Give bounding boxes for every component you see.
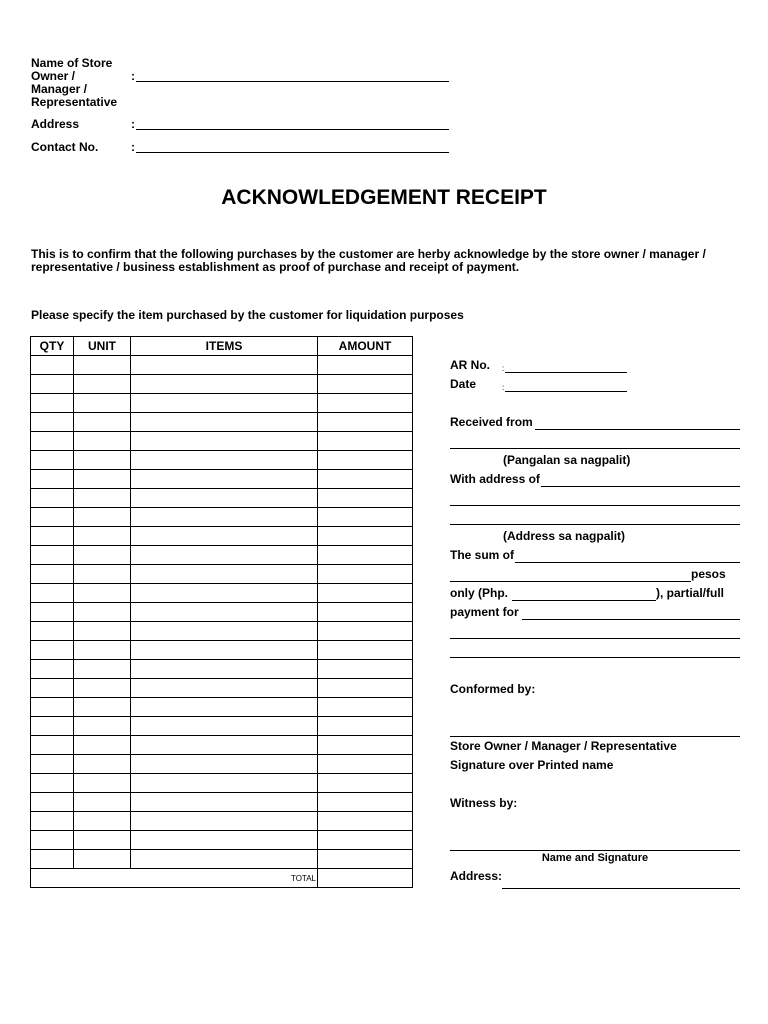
amount-cell[interactable] bbox=[318, 755, 413, 774]
unit-cell[interactable] bbox=[74, 413, 131, 432]
total-row bbox=[31, 869, 413, 888]
qty-cell[interactable] bbox=[31, 489, 74, 508]
page-title: ACKNOWLEDGEMENT RECEIPT bbox=[221, 186, 547, 209]
ar-no-label: AR No. bbox=[450, 358, 490, 372]
unit-cell[interactable] bbox=[74, 831, 131, 850]
unit-cell[interactable] bbox=[74, 375, 131, 394]
table-row bbox=[31, 641, 413, 660]
unit-cell[interactable] bbox=[74, 546, 131, 565]
table-row bbox=[31, 660, 413, 679]
received-from-field[interactable] bbox=[535, 417, 740, 430]
pangalan-note: (Pangalan sa nagpalit) bbox=[503, 453, 631, 467]
qty-cell[interactable] bbox=[31, 394, 74, 413]
table-header-row bbox=[31, 337, 413, 356]
contact-field[interactable] bbox=[136, 141, 449, 153]
table-row bbox=[31, 375, 413, 394]
contact-colon: : bbox=[131, 140, 135, 154]
total-amount-cell[interactable] bbox=[318, 869, 413, 888]
table-row bbox=[31, 812, 413, 831]
qty-cell[interactable] bbox=[31, 432, 74, 451]
table-row bbox=[31, 774, 413, 793]
date-field[interactable] bbox=[505, 379, 627, 392]
amount-cell[interactable] bbox=[318, 527, 413, 546]
items-cell[interactable] bbox=[131, 527, 318, 546]
table-row bbox=[31, 736, 413, 755]
table-row bbox=[31, 717, 413, 736]
qty-cell[interactable] bbox=[31, 660, 74, 679]
received-from-label: Received from bbox=[450, 415, 533, 429]
amount-cell[interactable] bbox=[318, 451, 413, 470]
qty-cell[interactable] bbox=[31, 584, 74, 603]
amount-cell[interactable] bbox=[318, 432, 413, 451]
amount-cell[interactable] bbox=[318, 489, 413, 508]
amount-cell[interactable] bbox=[318, 850, 413, 869]
items-cell[interactable] bbox=[131, 850, 318, 869]
table-row bbox=[31, 508, 413, 527]
items-cell[interactable] bbox=[131, 375, 318, 394]
items-cell[interactable] bbox=[131, 394, 318, 413]
ar-no-field[interactable] bbox=[505, 360, 627, 373]
unit-cell[interactable] bbox=[74, 660, 131, 679]
qty-cell[interactable] bbox=[31, 717, 74, 736]
amount-cell[interactable] bbox=[318, 660, 413, 679]
only-php-label: only (Php. bbox=[450, 586, 508, 600]
items-cell[interactable] bbox=[131, 546, 318, 565]
unit-cell[interactable] bbox=[74, 755, 131, 774]
qty-cell[interactable] bbox=[31, 850, 74, 869]
table-row bbox=[31, 698, 413, 717]
store-colon: : bbox=[131, 69, 135, 83]
items-cell[interactable] bbox=[131, 413, 318, 432]
unit-cell[interactable] bbox=[74, 717, 131, 736]
items-cell[interactable] bbox=[131, 793, 318, 812]
qty-cell[interactable] bbox=[31, 565, 74, 584]
items-cell[interactable] bbox=[131, 831, 318, 850]
qty-cell[interactable] bbox=[31, 603, 74, 622]
address-label: Address bbox=[31, 117, 80, 131]
unit-cell[interactable] bbox=[74, 584, 131, 603]
date-colon: : bbox=[502, 383, 505, 392]
amount-cell[interactable] bbox=[318, 413, 413, 432]
table-row bbox=[31, 584, 413, 603]
amount-cell[interactable] bbox=[318, 508, 413, 527]
qty-cell[interactable] bbox=[31, 508, 74, 527]
unit-cell[interactable] bbox=[74, 774, 131, 793]
amount-cell[interactable] bbox=[318, 394, 413, 413]
table-row bbox=[31, 432, 413, 451]
unit-header: UNIT bbox=[74, 337, 131, 356]
items-cell[interactable] bbox=[131, 356, 318, 375]
sum-of-label: The sum of bbox=[450, 548, 515, 562]
items-cell[interactable] bbox=[131, 774, 318, 793]
store-label-line: Owner / bbox=[31, 69, 76, 83]
unit-cell[interactable] bbox=[74, 850, 131, 869]
qty-cell[interactable] bbox=[31, 698, 74, 717]
unit-cell[interactable] bbox=[74, 489, 131, 508]
sum-of-field[interactable] bbox=[515, 550, 740, 563]
unit-cell[interactable] bbox=[74, 565, 131, 584]
qty-cell[interactable] bbox=[31, 831, 74, 850]
qty-cell[interactable] bbox=[31, 679, 74, 698]
amount-cell[interactable] bbox=[318, 622, 413, 641]
qty-cell[interactable] bbox=[31, 622, 74, 641]
address-field[interactable] bbox=[136, 118, 449, 130]
amount-cell[interactable] bbox=[318, 793, 413, 812]
unit-cell[interactable] bbox=[74, 508, 131, 527]
amount-cell[interactable] bbox=[318, 679, 413, 698]
unit-cell[interactable] bbox=[74, 641, 131, 660]
amount-cell[interactable] bbox=[318, 774, 413, 793]
items-cell[interactable] bbox=[131, 660, 318, 679]
table-row bbox=[31, 831, 413, 850]
items-cell[interactable] bbox=[131, 489, 318, 508]
with-address-field-2[interactable] bbox=[450, 493, 740, 506]
amount-cell[interactable] bbox=[318, 584, 413, 603]
items-cell[interactable] bbox=[131, 755, 318, 774]
name-signature-caption: Name and Signature bbox=[541, 852, 649, 864]
partial-full-label: ), partial/full bbox=[656, 586, 725, 600]
items-cell[interactable] bbox=[131, 470, 318, 489]
contact-label: Contact No. bbox=[31, 140, 99, 154]
items-cell[interactable] bbox=[131, 812, 318, 831]
amount-cell[interactable] bbox=[318, 565, 413, 584]
table-row bbox=[31, 603, 413, 622]
table-row bbox=[31, 470, 413, 489]
with-address-label: With address of bbox=[450, 472, 540, 486]
unit-cell[interactable] bbox=[74, 432, 131, 451]
pesos-label: pesos bbox=[691, 567, 726, 581]
store-label-line: Representative bbox=[31, 95, 118, 109]
qty-cell[interactable] bbox=[31, 774, 74, 793]
witness-signature-line[interactable] bbox=[450, 838, 740, 851]
items-table-body bbox=[31, 356, 413, 869]
items-header: ITEMS bbox=[131, 337, 318, 356]
conformed-by-label: Conformed by: bbox=[450, 682, 536, 696]
table-row bbox=[31, 755, 413, 774]
qty-cell[interactable] bbox=[31, 546, 74, 565]
signature-printed-caption: Signature over Printed name bbox=[450, 758, 614, 772]
address-colon: : bbox=[131, 117, 135, 131]
amount-header: AMOUNT bbox=[318, 337, 413, 356]
php-amount-field[interactable] bbox=[512, 588, 656, 601]
table-row bbox=[31, 565, 413, 584]
table-row bbox=[31, 394, 413, 413]
unit-cell[interactable] bbox=[74, 603, 131, 622]
total-label: TOTAL bbox=[31, 869, 318, 888]
store-label-line: Manager / bbox=[31, 82, 88, 96]
unit-cell[interactable] bbox=[74, 470, 131, 489]
with-address-field-3[interactable] bbox=[450, 512, 740, 525]
qty-cell[interactable] bbox=[31, 451, 74, 470]
payment-for-field-2[interactable] bbox=[450, 626, 740, 639]
unit-cell[interactable] bbox=[74, 736, 131, 755]
payment-for-label: payment for bbox=[450, 605, 519, 619]
items-cell[interactable] bbox=[131, 736, 318, 755]
qty-cell[interactable] bbox=[31, 793, 74, 812]
items-cell[interactable] bbox=[131, 508, 318, 527]
amount-cell[interactable] bbox=[318, 812, 413, 831]
address-note: (Address sa nagpalit) bbox=[503, 529, 626, 543]
items-cell[interactable] bbox=[131, 565, 318, 584]
amount-cell[interactable] bbox=[318, 736, 413, 755]
table-row bbox=[31, 622, 413, 641]
date-label: Date bbox=[450, 377, 477, 391]
amount-cell[interactable] bbox=[318, 717, 413, 736]
unit-cell[interactable] bbox=[74, 812, 131, 831]
qty-cell[interactable] bbox=[31, 375, 74, 394]
sum-words-field[interactable] bbox=[450, 569, 691, 582]
ar-no-colon: : bbox=[502, 364, 505, 373]
table-row bbox=[31, 679, 413, 698]
table-row bbox=[31, 850, 413, 869]
specify-instruction: Please specify the item purchased by the customer for liquidation purposes bbox=[31, 308, 464, 322]
amount-cell[interactable] bbox=[318, 698, 413, 717]
amount-cell[interactable] bbox=[318, 831, 413, 850]
items-cell[interactable] bbox=[131, 717, 318, 736]
qty-cell[interactable] bbox=[31, 527, 74, 546]
table-row bbox=[31, 793, 413, 812]
unit-cell[interactable] bbox=[74, 679, 131, 698]
amount-cell[interactable] bbox=[318, 641, 413, 660]
amount-cell[interactable] bbox=[318, 470, 413, 489]
qty-cell[interactable] bbox=[31, 812, 74, 831]
received-from-field-2[interactable] bbox=[450, 436, 740, 449]
table-row bbox=[31, 356, 413, 375]
unit-cell[interactable] bbox=[74, 622, 131, 641]
intro-line: representative / business establishment as proof of purchase and receipt of payment. bbox=[31, 260, 520, 274]
qty-header: QTY bbox=[31, 337, 74, 356]
unit-cell[interactable] bbox=[74, 451, 131, 470]
witness-address-label: Address: bbox=[450, 869, 503, 883]
store-label-line: Name of Store bbox=[31, 56, 113, 70]
payment-for-field-3[interactable] bbox=[450, 645, 740, 658]
unit-cell[interactable] bbox=[74, 527, 131, 546]
intro-line: This is to confirm that the following purchases by the customer are herby acknowledge by the store owner / manager / bbox=[31, 247, 706, 261]
items-cell[interactable] bbox=[131, 584, 318, 603]
items-cell[interactable] bbox=[131, 679, 318, 698]
amount-cell[interactable] bbox=[318, 603, 413, 622]
qty-cell[interactable] bbox=[31, 641, 74, 660]
items-table bbox=[30, 336, 413, 888]
table-row bbox=[31, 546, 413, 565]
table-row bbox=[31, 413, 413, 432]
table-row bbox=[31, 527, 413, 546]
table-row bbox=[31, 451, 413, 470]
items-cell[interactable] bbox=[131, 432, 318, 451]
qty-cell[interactable] bbox=[31, 736, 74, 755]
with-address-field[interactable] bbox=[541, 474, 740, 487]
items-cell[interactable] bbox=[131, 641, 318, 660]
unit-cell[interactable] bbox=[74, 698, 131, 717]
qty-cell[interactable] bbox=[31, 413, 74, 432]
unit-cell[interactable] bbox=[74, 394, 131, 413]
unit-cell[interactable] bbox=[74, 793, 131, 812]
amount-cell[interactable] bbox=[318, 356, 413, 375]
qty-cell[interactable] bbox=[31, 470, 74, 489]
items-cell[interactable] bbox=[131, 698, 318, 717]
amount-cell[interactable] bbox=[318, 546, 413, 565]
qty-cell[interactable] bbox=[31, 755, 74, 774]
store-owner-caption: Store Owner / Manager / Representative bbox=[450, 739, 677, 753]
witness-by-label: Witness by: bbox=[450, 796, 518, 810]
table-row bbox=[31, 489, 413, 508]
unit-cell[interactable] bbox=[74, 356, 131, 375]
amount-cell[interactable] bbox=[318, 375, 413, 394]
items-cell[interactable] bbox=[131, 622, 318, 641]
items-cell[interactable] bbox=[131, 603, 318, 622]
qty-cell[interactable] bbox=[31, 356, 74, 375]
conformed-signature-line[interactable] bbox=[450, 724, 740, 737]
items-cell[interactable] bbox=[131, 451, 318, 470]
payment-for-field[interactable] bbox=[522, 607, 740, 620]
witness-address-field[interactable] bbox=[502, 876, 740, 889]
store-name-field[interactable] bbox=[136, 70, 449, 82]
intro-paragraph bbox=[31, 248, 731, 274]
